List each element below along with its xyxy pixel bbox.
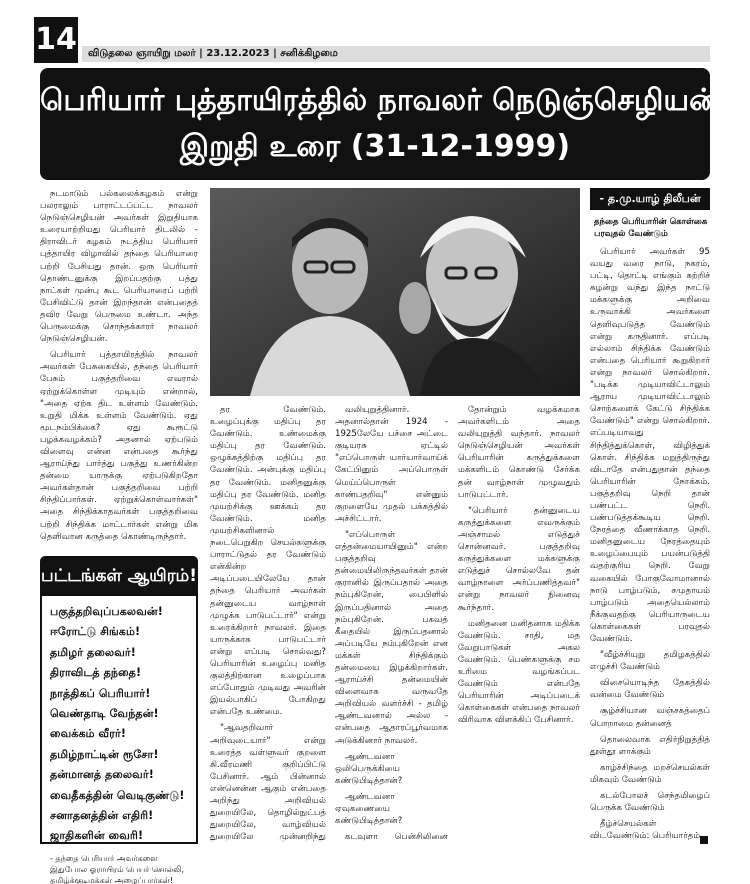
poem-line: விசையொடிந்த தேகத்தில் வன்மை வேண்டும் — [590, 678, 710, 701]
title-item: வைக்கம் வீரர்! — [50, 727, 126, 741]
title-item: ஈரோட்டு சிங்கம்! — [50, 625, 141, 639]
paragraph: பெரியார் அவர்கள் 95 வயது வரை நாடு, நகரம், பட்டி, தொட்டி எங்கும் சுற்றிச் சுழன்று வந்து இந்த நாட்டு மக்களுக்கு அறிவை உருவாக்கி அவர்களை தெளிவுபடுத்த வேண்டும் என்று கருதினார். எப்படி எல்லாம் சிந்திக்க வேண்டும் என்பதை பெரியார் கூறுகிறார் என்று நாவலர் சொல்கிறார். "படிக்க முடியாவிட்டாலும் ஆராய முடியாவிட்டாலும் சொற்களைக் கேட்டு சிந்திக்க வேண்டும்" என்று சொல்கிறார். எப்படியாவது சிந்தித்துக்கொள், விழித்துக் கொள். சிந்திக்க மறுத்திருந்து விடாதே என்பதுதான் தந்தை பெரியாரின் நோக்கம். பகுத்தறிவு நெறி தான் பண்பட்ட நெறி. பண்படுத்தக்கூடிய நெறி. நேரத்தை வீணாக்காத நெறி. மனிதனுடைய நேரத்தையும் உழைப்பையும் பயன்படுத்தி வதற்குரிய நெறி. வேறு வகையில் போகுவோமானால் நாடு பாழ்படும், சமுதாயம் பாழ்படும் அதையெல்லாம் நீக்குவதற்கு பெரியாருடைய கொள்கைகள் பரவுதல் வேண்டும். — [590, 247, 710, 644]
paragraph: வலியுறுத்தினார். அதனால்தான் 1924 - 1925லேயே பச்சை அட்டை குடியரசு ஏட்டில் "எப்பொருள் யார்யார்வாய்க் கேட்பினும் அப்பொருள் மெய்ப்பொருள் காண்பதறிவு" என்னும் குறளையே முதல் பக்கத்தில் அச்சிட்டார். — [335, 405, 448, 524]
column-1 — [40, 188, 198, 548]
page-number: 14 — [34, 17, 78, 63]
title-item: சனாதனத்தின் எதிரி! — [50, 809, 154, 823]
column-5 — [590, 246, 710, 846]
poem-line: தீழ்ச்செயல்கள் விடவேண்டும்: பெரியார்தம் — [590, 819, 701, 842]
paragraph: "ஆவதறிவார் அறிவுடையார்" என்று உரைத்த வள்ளுவர் குறளை கி.வீரமணி குறிப்பிட்டு பேசினார். ஆம் பின்னால் என்னென்ன ஆகும் என்பதை அறிந்து அறிவியல் துறையிலே, தொழில்நுட்பத் துறையிலே, வாழ்வியல் துறையிலே முன்னறிந்து — [210, 723, 326, 843]
title-item: பகுத்தறிவுப்பகலவன்! — [50, 605, 163, 618]
column-2 — [210, 404, 326, 844]
titles-list — [50, 602, 188, 847]
column-4 — [458, 404, 580, 844]
poem-line: காழ்ச்சிந்தை மறச்செயல்கள் மிகவும் வேண்டும் — [590, 762, 710, 785]
headline-banner — [40, 68, 719, 180]
titles-box-note: - தந்தை பெரியார் அவர்களை இதுபோல ஓராயிரம் பெயர் சொல்லி, தமிழ்க்குடிமக்கள் அழைப்பார்கள்! — [50, 853, 184, 884]
title-item: தன்மானத் தலைவர்! — [50, 768, 154, 782]
poem-line: "வீழ்ச்சியுறு தமிழகத்தில் எழுச்சி வேண்டும் — [590, 650, 710, 673]
column-3 — [335, 404, 448, 844]
title-item: வைதீகத்தின் வெடிகுண்டு! — [50, 788, 185, 802]
titles-box — [40, 596, 198, 884]
poem-line: கடல்போலச் செந்தமிழைப் பெருக்க வேண்டும் — [590, 791, 710, 814]
paragraph: கடவுளா பென்சிலினை — [345, 832, 448, 843]
poem-line: சூழ்ச்சியான வஞ்சகத்தைப் பொறாமை தன்னைத் — [590, 706, 710, 729]
paragraph: நடமாடும் பல்கலைக்கழகம் என்று பலராலும் பாராட்டப்பட்ட நாவலர் நெடுஞ்செழியன் அவர்கள் இறுதியாக உரையாற்றியது பெரியார் திடலில் - திராவிடர் கழகம் நடத்திய பெரியார் புத்தாயிர விழாவில் தந்தை பெரியாரை பற்றி பேசியது தான். ஒரு பெரியார் தொண்டனுக்கு இறப்பதற்கு பத்து நாட்கள் முன்பு கூட பெரியாரைப் பற்றி பேசிவிட்டு தான் இறந்தான் என்பதைத் தவிர வேறு பெருமை உண்டா. அந்த பெருமைக்கு சொந்தக்காரர் நாவலர் நெடுஞ்செழியன். — [40, 189, 198, 345]
title-item: ஜாதிகளின் வைரி! — [50, 829, 144, 843]
title-item: தமிழர் தலைவர்! — [50, 645, 136, 659]
article-photo — [210, 188, 580, 396]
title-item: நாத்திகப் பெரியார்! — [50, 686, 151, 700]
paragraph: தர வேண்டும். உழைப்புக்கு மதிப்பு தர வேண்டும். உண்மைக்கு மதிப்பு தர வேண்டும். ஒழுக்கத்திற்கு மதிப்பு தர வேண்டும். அன்புக்கு மதிப்பு தர வேண்டும். மனிதனுக்கு மதிப்பு தர வேண்டும். மனித முயற்சிக்கு ஊக்கம் தர வேண்டும். மனித முயற்சிகளினால் நடைபெறுகிற செயல்களுக்கு பாராட்டுதல் தர வேண்டும் என்கின்ற அடிப்படையிலேயே தான் தந்தை பெரியார் அவர்கள் தன்னுடைய வாழ்நாள் முழுக்க பாடுபட்டார்" என்று உரைக்கிறார் நாவலர். இதை யாருக்காக பாடுபட்டார் என்று எப்படி சொல்வது? பெரியாரின் உழைப்பு மனித குலத்திற்கான உழைப்பாக எப்போதும் முடிவது அவரின் இயல்பாகிப் போகிறது என்பதே உண்மை. — [210, 405, 326, 718]
paragraph: பெரியார் புத்தாயிரத்தில் நாவலர் அவர்கள் பேசுகையில், தந்தை பெரியார் பேசும் பகுத்தறிவை எவரால் ஏற்றுக்கொள்ள முடியும் என்றால், "அதை ஏற்க திட உள்ளம் வேண்டும். உறுதி மிக்க உள்ளம் வேண்டும். ஏது மூடநம்பிக்கை? ஏது கூரூட்டு பழக்கவழக்கம்? அதனால் ஏற்படும் விளைவு என்ன என்பதை கூர்ந்து ஆராய்ந்து பார்த்து பகுத்து உணர்கின்ற தன்மை யாருக்கு ஏற்படுகிறதோ அவர்கள்தான் பகுத்தறிவை பற்றி சிந்திப்பார்கள். ஏற்றுக்கொள்வார்கள்" அதை சிந்திக்காதவர்கள் பகுத்தறிவை பற்றி சிந்திக்க மாட்டார்கள் என்று மிக தெளிவான கருத்தை கொண்டிருந்தார். — [40, 350, 198, 542]
paragraph: "எப்பொருள் எத்தன்மையாயினும்" என்ற பகுத்தறிவு தன்மையிலிருந்தவர்கள் தான் குரானில் இருப்பதால் அதை நம்புகிறேன், பைபிளில் இருப்பதினால் அதை நம்புகிறேன். பகவத் கீதையில் இருப்பதனால் அப்படியே நம்புகிறேன் என மக்கள் சிந்திக்கும் தன்மையை இழக்கிறார்கள். ஆராய்ச்சி தன்மையின் விளைவாக வருவதே அறிவியல் வளர்ச்சி - தமிழ் ஆண்டவனால் அல்ல - என்பதை ஆதாரப்பூர்வமாக அடுக்கினார் நாவலர். — [335, 529, 448, 746]
end-mark — [700, 836, 708, 844]
page-header — [0, 0, 750, 62]
subheading: தந்தை பெரியாரின் கொள்கை பரவுதல் வேண்டும் — [594, 217, 708, 239]
paragraph: "பெரியார் தன்னுடைய கருத்துக்களை எவருக்கும் அஞ்சாமல் எடுத்துச் சொன்னவர். பகுத்தறிவு கருத்துக்களை மக்களுக்கு எடுத்துச் சொல்லவே தன் வாழ்நாளை அர்ப்பணித்தவர்" என்று நாவலர் நினைவு கூர்ந்தார். — [458, 505, 580, 613]
paragraph — [40, 547, 198, 548]
title-item: வெண்தாடி வேந்தன்! — [50, 707, 159, 721]
poem-line: தொலைவாக எதிர்நிறுத்தித் தூள்தூ ளாக்கும் — [590, 734, 710, 757]
headline-line-1: பெரியார் புத்தாயிரத்தில் நாவலர் நெடுஞ்செழியன் — [40, 83, 719, 118]
paragraph: ஆண்டவனா ஏவுகணையை கண்டுபிடித்தான்? — [335, 791, 403, 827]
paragraph: ஆண்டவனா ஒலிபெருக்கியை கண்டுபிடித்தான்? — [335, 751, 403, 786]
titles-box-heading: பட்டங்கள் ஆயிரம்! — [40, 556, 198, 596]
byline: - த.மு.யாழ் திலீபன் — [590, 188, 710, 210]
photo-illustration — [210, 188, 580, 396]
title-item: திராவிடத் தந்தை! — [50, 666, 142, 680]
title-item: தமிழ்நாட்டின் ரூசோ! — [50, 747, 159, 761]
masthead: விடுதலை ஞாயிறு மலர் | 23.12.2023 | சனிக்கிழமை — [82, 46, 710, 62]
headline-line-2: இறுதி உரை (31-12-1999) — [179, 129, 571, 164]
paragraph: மனிதனை மனிதனாக மதிக்க வேண்டும். சாதி, மத வேறுபாடுகள் அகல வேண்டும். பெண்களுக்கு சம உரிமை வழங்கப்பட வேண்டும் என்பதே பெரியாரின் அடிப்படைக் கொள்கைகள் என்பதை நாவலர் விரிவாக விளக்கிப் பேசினார். — [458, 618, 580, 726]
paragraph: தோன்றும் வழக்கமாக அவர்களிடம் அதை வலியுறுத்தி வந்தார். நாவலர் நெடுஞ்செழியன் அவர்கள் பெரியாரின் கருத்துக்களை மக்களிடம் கொண்டு சேர்க்க தன் வாழ்நாள் முழுவதும் பாடுபட்டார். — [458, 405, 580, 500]
